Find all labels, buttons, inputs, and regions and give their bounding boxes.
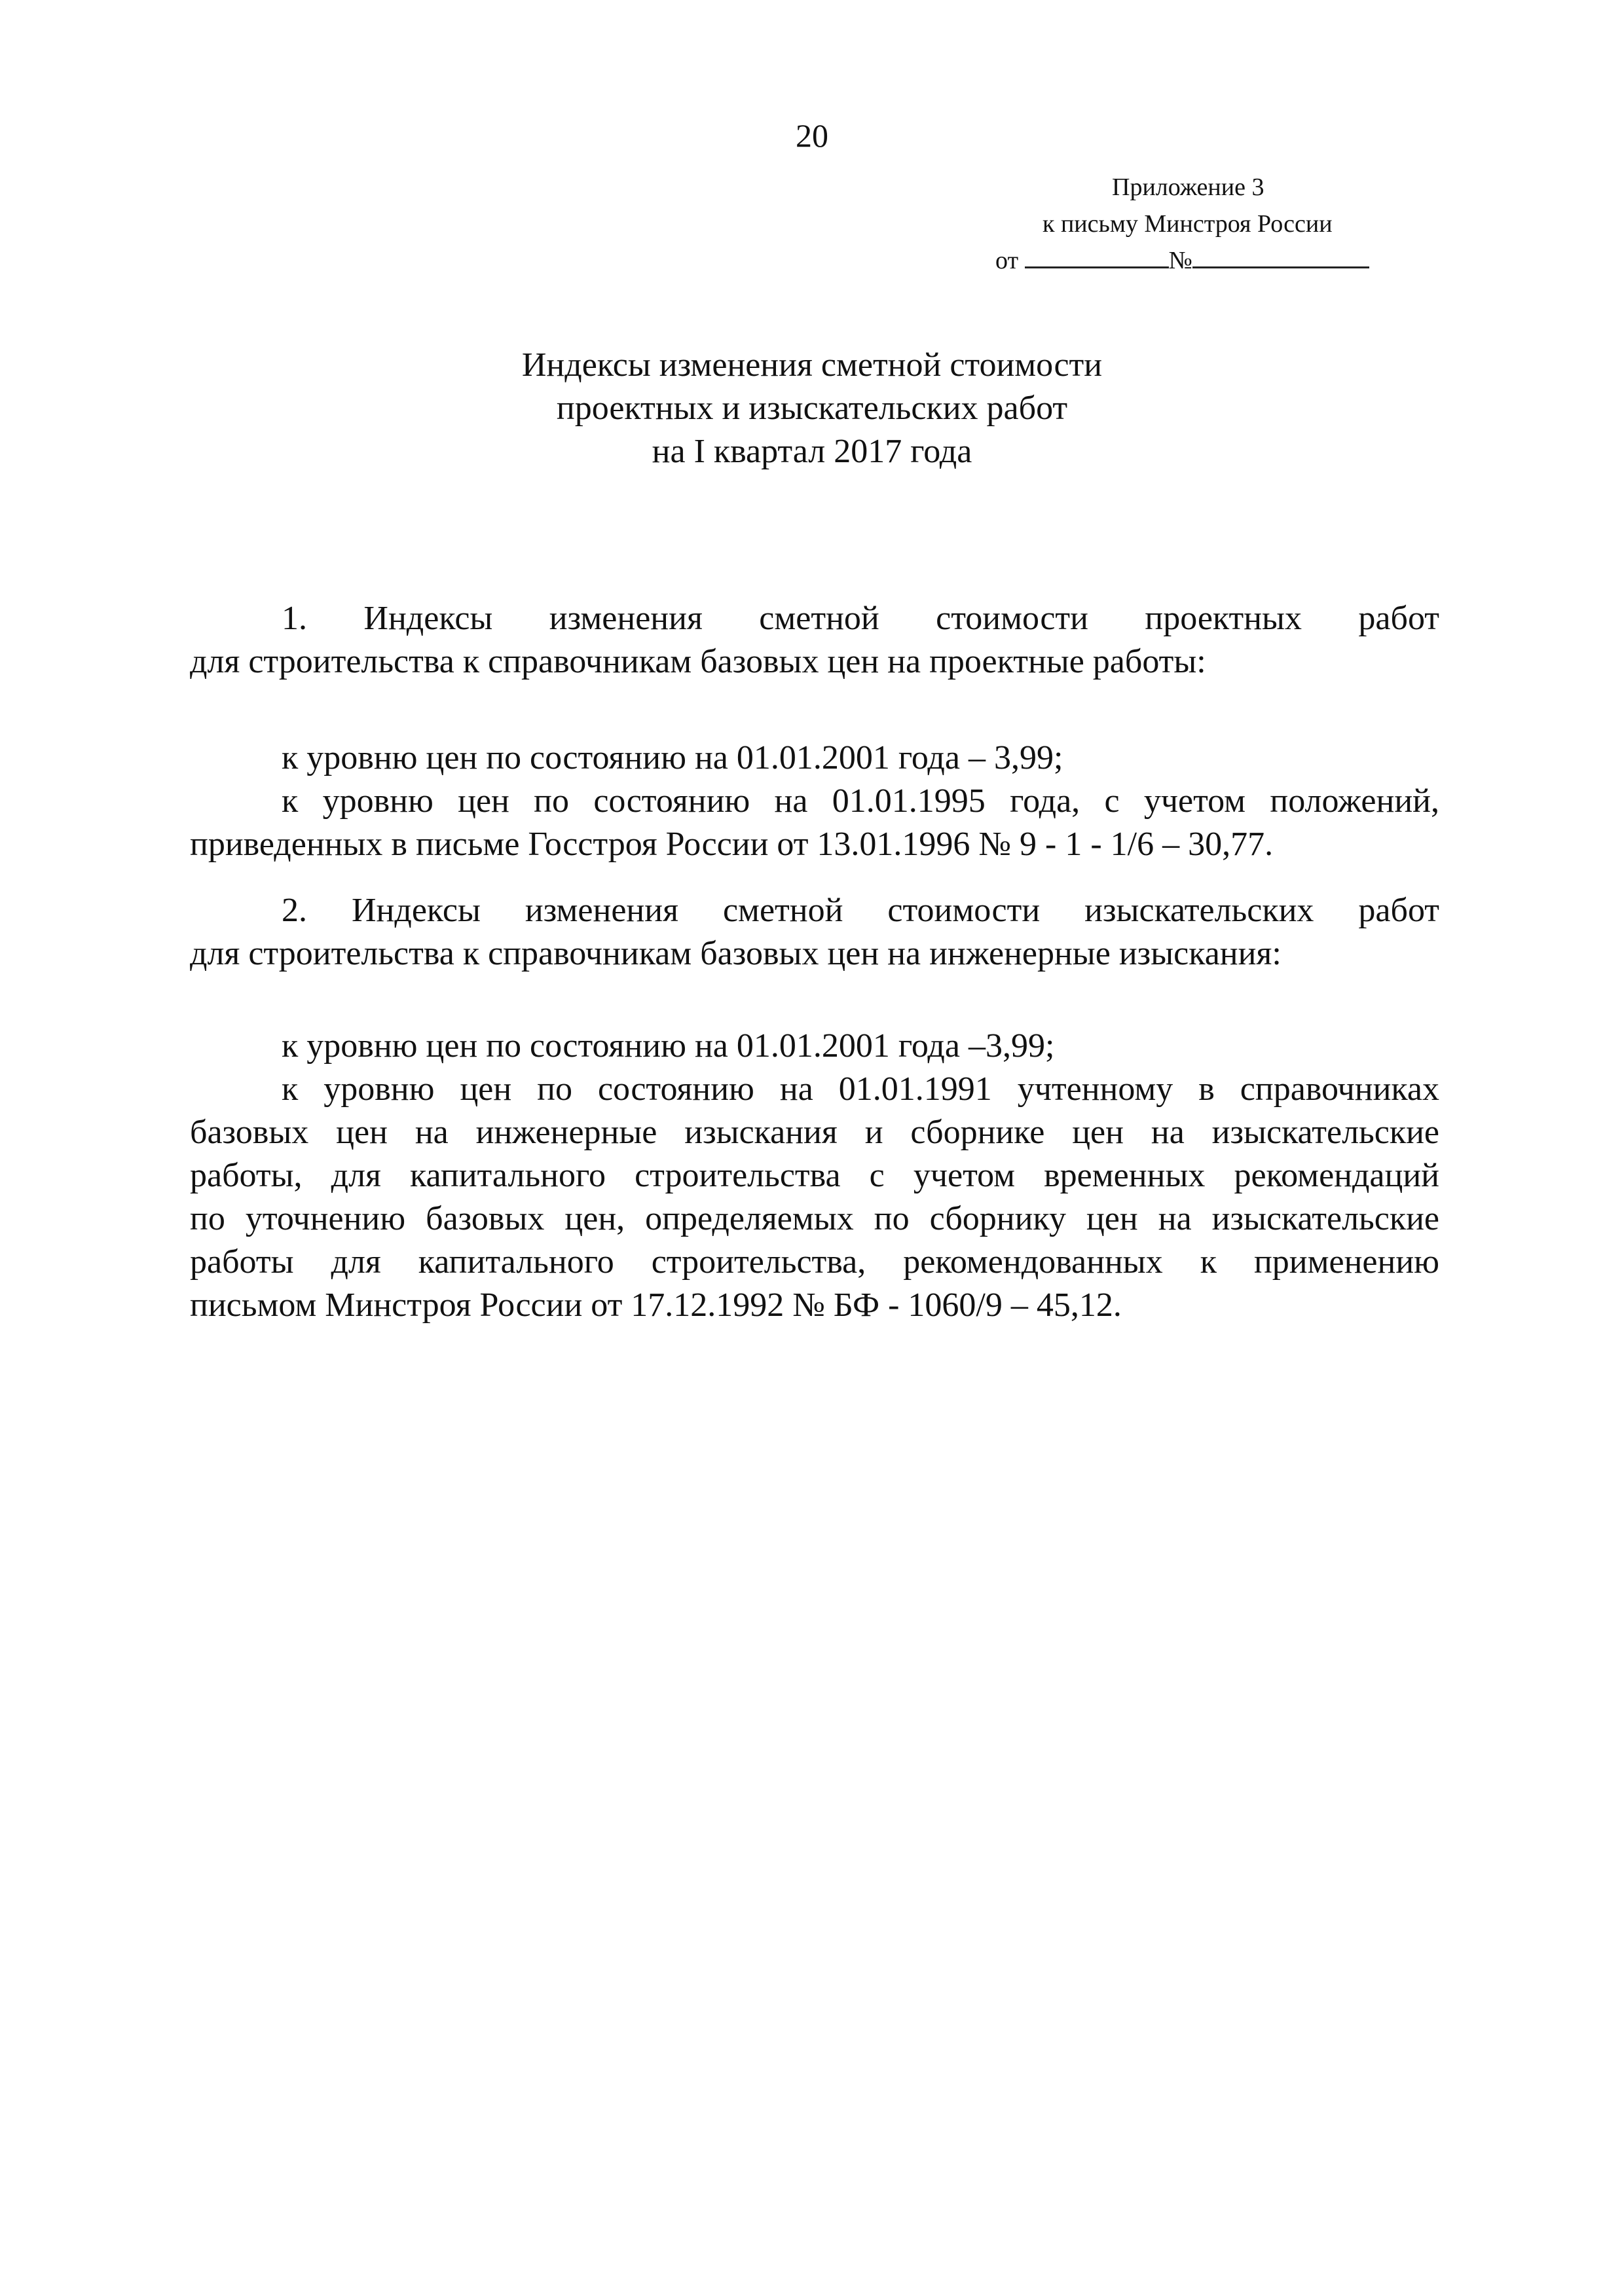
number-blank-line [1192,249,1369,268]
section-1-item-2-line-1: к уровню цен по состоянию на 01.01.1995 года, с учетом положений, [282,782,1439,820]
section-1-heading-line-1: 1. Индексы изменения сметной стоимости проектных работ [282,600,1439,637]
appendix-date-number-line [995,242,1414,279]
section-1-item-2-line-2: приведенных в письме Госстроя России от 13.01.1996 № 9 - 1 - 1/6 – 30,77. [190,826,1274,863]
section-1-item-1: к уровню цен по состоянию на 01.01.2001 года – 3,99; [282,739,1063,776]
section-2-item-2-line-4: по уточнению базовых цен, определяемых по сборнику цен на изыскательские [190,1200,1439,1237]
title-line-1: Индексы изменения сметной стоимости [521,346,1103,384]
appendix-letter-ref: к письму Минстроя России [1043,210,1333,238]
section-2-item-2-line-6: письмом Минстроя России от 17.12.1992 № БФ - 1060/9 – 45,12. [190,1286,1122,1324]
section-1-heading-line-2: для строительства к справочникам базовых цен на проектные работы: [190,643,1206,680]
section-1-heading [190,597,1439,683]
section-2-item-2-line-3: работы, для капитального строительства с учетом временных рекомендаций [190,1157,1439,1194]
title-line-3: на I квартал 2017 года [652,433,972,470]
section-2-heading-line-1: 2. Индексы изменения сметной стоимости изыскательских работ [282,892,1439,929]
number-label: № [1168,247,1192,274]
section-2-item-2-line-2: базовых цен на инженерные изыскания и сборнике цен на изыскательские [190,1114,1439,1151]
appendix-label: Приложение 3 [1112,173,1264,201]
date-blank-line [1025,249,1169,268]
section-2-heading [190,889,1439,975]
document-title [0,344,1624,473]
section-2-item-1: к уровню цен по состоянию на 01.01.2001 года –3,99; [282,1027,1055,1065]
section-2-heading-line-2: для строительства к справочникам базовых цен на инженерные изыскания: [190,935,1282,972]
section-2-items [190,1025,1439,1327]
section-2-item-2-line-1: к уровню цен по состоянию на 01.01.1991 учтенному в справочниках [282,1070,1439,1108]
appendix-reference [995,169,1414,279]
from-label: от [995,247,1019,274]
page-number: 20 [796,117,828,154]
title-line-2: проектных и изыскательских работ [556,390,1068,427]
section-2-item-2-line-5: работы для капитального строительства, рекомендованных к применению [190,1243,1439,1281]
section-1-items [190,737,1439,866]
